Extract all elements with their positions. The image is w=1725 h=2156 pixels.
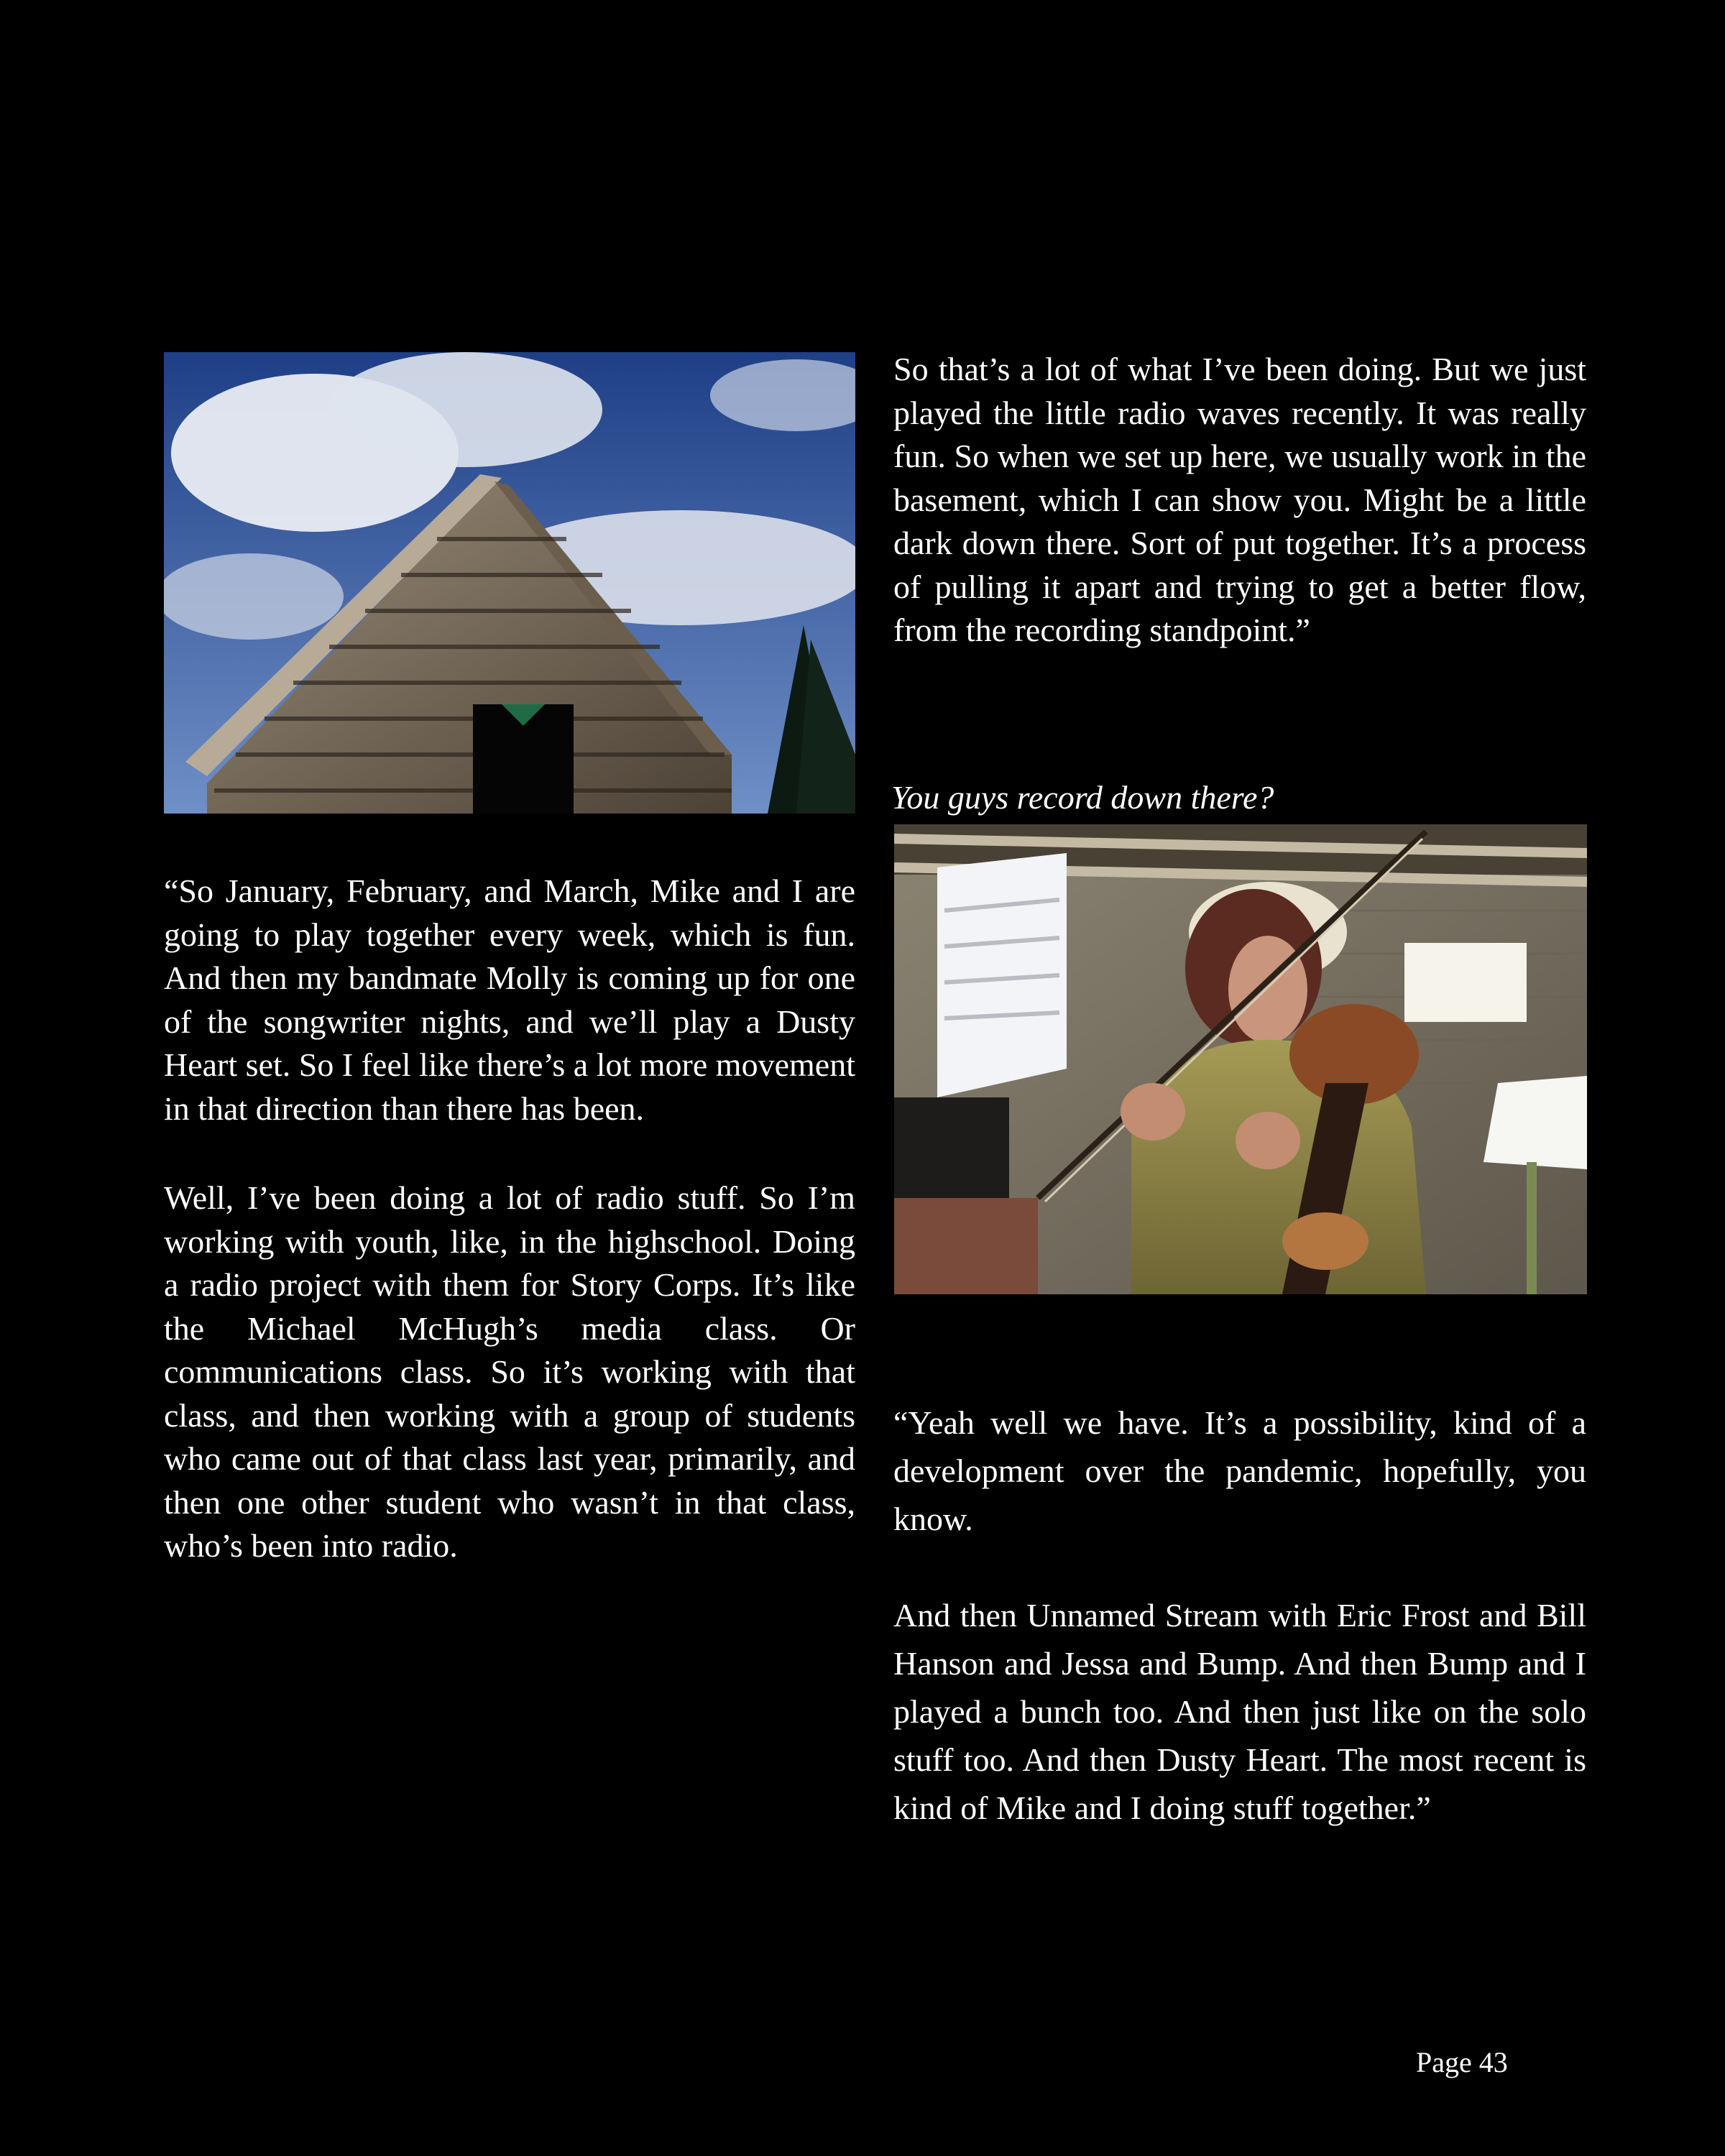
paragraph-spacer: [893, 1543, 1586, 1591]
right-column-text-top: [893, 348, 1586, 653]
right-column-text-bottom: [893, 1399, 1586, 1832]
left-column-text: [164, 870, 855, 1568]
paragraph-spacer: [164, 1130, 855, 1176]
right-paragraph-3: And then Unnamed Stream with Eric Frost and Bill Hanson and Jessa and Bump. And then Bump and I played a bunch too. And then just like on the solo stuff too. And then Dusty Heart. The most recent is kind of Mike and I doing stuff together.”: [893, 1597, 1586, 1826]
right-paragraph-1: So that’s a lot of what I’ve been doing. But we just played the little radio waves recently. It was really fun. So when we set up here, we usually work in the basement, which I can show you. Might be a little dark down there. Sort of put together. It’s a process of pulling it apart and trying to get a better flow, from the recording standpoint.”: [893, 351, 1586, 648]
page-number: Page 43: [1416, 2046, 1508, 2078]
interview-question: You guys record down there?: [891, 779, 1274, 816]
right-paragraph-2: “Yeah well we have. It’s a possibility, kind of a development over the pandemic, hopefully, you know.: [893, 1404, 1586, 1537]
violinist-photo: [894, 824, 1587, 1294]
left-paragraph-1: “So January, February, and March, Mike and I are going to play together every week, which is fun. And then my bandmate Molly is coming up for one of the songwriter nights, and we’ll play a Dusty Heart set. So I feel like there’s a lot more movement in that direction than there has been.: [164, 872, 855, 1127]
log-cabin-photo: [164, 352, 855, 814]
left-paragraph-2: Well, I’ve been doing a lot of radio stuff. So I’m working with youth, like, in the highschool. Doing a radio project with them for Story Corps. It’s like the Michael McHugh’s media class. Or communications class. So it’s working with that class, and then working with a group of students who came out of that class last year, primarily, and then one other student who wasn’t in that class, who’s been into radio.: [164, 1179, 855, 1564]
